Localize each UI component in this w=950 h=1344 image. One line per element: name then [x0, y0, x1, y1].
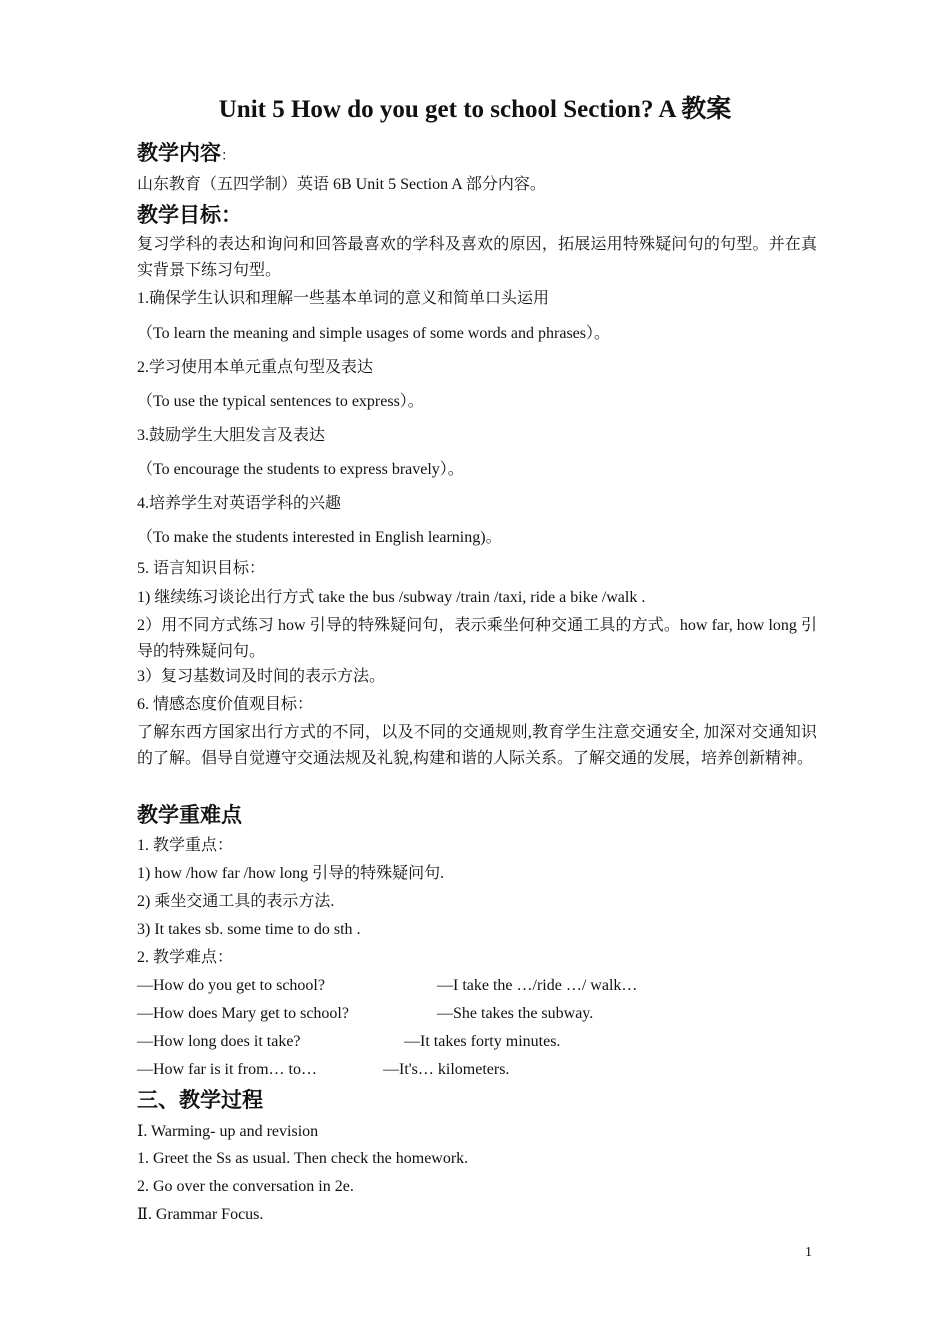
process-step-1: Ⅰ. Warming- up and revision [137, 1123, 319, 1140]
goal-5-item-1: 1) 继续练习谈论出行方式 take the bus /subway /train /taxi, ride a bike /walk . [137, 589, 646, 606]
key-point-2: 2) 乘坐交通工具的表示方法. [137, 893, 335, 910]
heading-teaching-content [137, 139, 235, 170]
goal-6: 6. 情感态度价值观目标： [137, 696, 314, 713]
heading-teaching-process: 三、教学过程 [137, 1088, 263, 1112]
goal-3: 3.鼓励学生大胆发言及表达 [137, 427, 326, 444]
process-step-1-item-2: 2. Go over the conversation in 2e. [137, 1178, 354, 1195]
heading-teaching-content-text: 教学内容 [137, 141, 221, 165]
goal-5-item-3: 3）复习基数词及时间的表示方法。 [137, 668, 386, 685]
dialogue-question: —How do you get to school? [137, 977, 325, 994]
heading-key-points: 教学重难点 [137, 803, 242, 827]
goal-5: 5. 语言知识目标： [137, 560, 266, 577]
dialogue-question: —How long does it take? [137, 1033, 301, 1050]
page-number: 1 [805, 1245, 812, 1260]
process-step-1-item-1: 1. Greet the Ss as usual. Then check the homework. [137, 1150, 469, 1167]
teaching-content-text: 山东教育（五四学制）英语 6B Unit 5 Section A 部分内容。 [137, 176, 546, 193]
difficult-points-label: 2. 教学难点： [137, 949, 234, 966]
key-point-3: 3) It takes sb. some time to do sth . [137, 921, 361, 938]
goal-2: 2.学习使用本单元重点句型及表达 [137, 359, 374, 376]
goal-2-english: （To use the typical sentences to express）。 [137, 393, 424, 410]
dialogue-answer: —I take the …/ride …/ walk… [437, 977, 638, 994]
heading-colon: ： [221, 148, 235, 164]
heading-teaching-goals: 教学目标： [137, 203, 242, 227]
key-point-1: 1) how /how far /how long 引导的特殊疑问句. [137, 865, 445, 882]
dialogue-question: —How far is it from… to… [137, 1061, 317, 1078]
dialogue-answer: —It takes forty minutes. [404, 1033, 561, 1050]
document-title: Unit 5 How do you get to school Section? A 教案 [218, 96, 732, 123]
goal-6-text: 了解东西方国家出行方式的不同，以及不同的交通规则,教育学生注意交通安全, 加深对交通知识的了解。倡导自觉遵守交通法规及礼貌,构建和谐的人际关系。了解交通的发展，培养创新精神。 [137, 724, 817, 767]
dialogue-question: —How does Mary get to school? [137, 1005, 349, 1022]
goal-4-english: （To make the students interested in English learning)。 [137, 529, 502, 546]
process-step-2: Ⅱ. Grammar Focus. [137, 1206, 264, 1223]
dialogue-answer: —It's… kilometers. [383, 1061, 510, 1078]
goal-4: 4.培养学生对英语学科的兴趣 [137, 495, 342, 512]
dialogue-answer: —She takes the subway. [437, 1005, 594, 1022]
goal-1-english: （To learn the meaning and simple usages of some words and phrases）。 [137, 325, 610, 342]
goal-1: 1.确保学生认识和理解一些基本单词的意义和简单口头运用 [137, 290, 550, 307]
goal-3-english: （To encourage the students to express bravely）。 [137, 461, 464, 478]
goal-5-item-2: 2）用不同方式练习 how 引导的特殊疑问句，表示乘坐何种交通工具的方式。how far, how long 引导的特殊疑问句。 [137, 617, 817, 660]
key-points-label: 1. 教学重点： [137, 837, 234, 854]
goals-intro: 复习学科的表达和询问和回答最喜欢的学科及喜欢的原因，拓展运用特殊疑问句的句型。并在真实背景下练习句型。 [137, 236, 817, 279]
